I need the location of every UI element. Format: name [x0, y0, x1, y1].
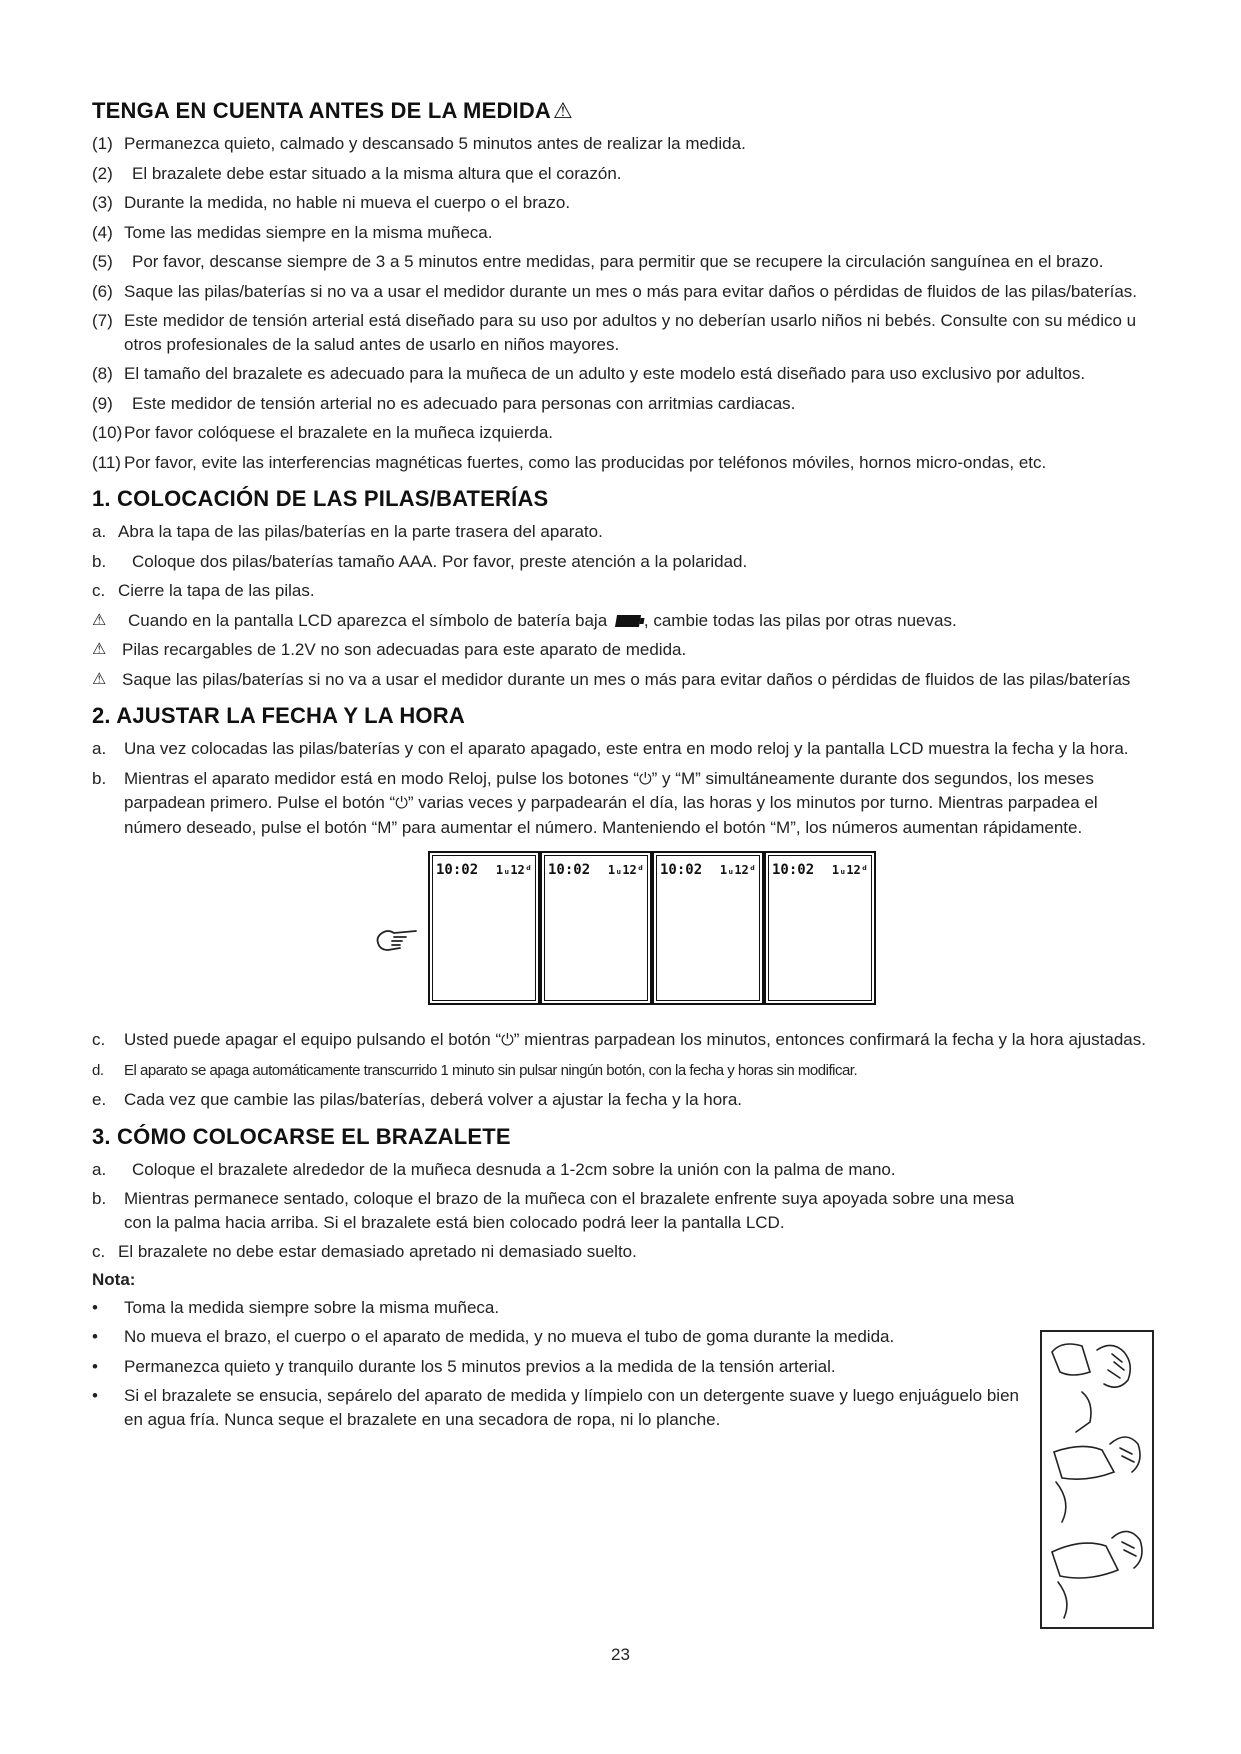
lcd-date: 1ᵤ12ᵈ [495, 863, 532, 877]
warning-icon: ⚠ [92, 670, 107, 688]
list-item: c. Cierre la tapa de las pilas. [92, 581, 315, 600]
wrist-cuff-illustration [1040, 1330, 1154, 1629]
page-content [92, 98, 1152, 1443]
lcd-screen [652, 851, 764, 1005]
section1-list [92, 520, 1152, 691]
list-item: ⚠ Pilas recargables de 1.2V no son adecuadas para este aparato de medida. [92, 638, 1152, 662]
low-battery-icon [615, 615, 641, 627]
list-item: (8) El tamaño del brazalete es adecuado para la muñeca de un adulto y este modelo está diseñado para uso exclusivo por adultos. [92, 364, 1086, 383]
list-item: • Si el brazalete se ensucia, sepárelo del aparato de medida y límpielo con un detergente suave y luego enjuáguelo bien en agua fría. Nunca seque el brazalete en una secadora de ropa, ni lo planche. [92, 1386, 1019, 1429]
section2-list [92, 737, 1152, 839]
list-item: (4) Tome las medidas siempre en la misma muñeca. [92, 222, 493, 242]
list-item: b. Coloque dos pilas/baterías tamaño AAA. Por favor, preste atención a la polaridad. [92, 551, 748, 571]
section2-list-continued [92, 1028, 1152, 1112]
lcd-date: 1ᵤ12ᵈ [607, 863, 644, 877]
list-item: (10) Por favor colóquese el brazalete en la muñeca izquierda. [92, 423, 554, 442]
list-item: • Toma la medida siempre sobre la misma muñeca. [92, 1297, 500, 1317]
pointing-hand-icon [372, 923, 418, 955]
list-item: • Permanezca quieto y tranquilo durante los 5 minutos previos a la medida de la tensión arterial. [92, 1356, 836, 1376]
lcd-time: 10:02 [436, 862, 479, 878]
lcd-screen [428, 851, 540, 1005]
lcd-date: 1ᵤ12ᵈ [831, 863, 868, 877]
lcd-time: 10:02 [772, 862, 815, 878]
list-item: c. Usted puede apagar el equipo pulsando el botón “⏻” mientras parpadean los minutos, entonces confirmará la fecha y la hora ajustadas. [92, 1030, 1146, 1049]
lcd-date: 1ᵤ12ᵈ [719, 863, 756, 877]
lcd-screen [540, 851, 652, 1005]
list-item: b. Mientras permanece sentado, coloque el brazo de la muñeca con el brazalete enfrente suya apoyada sobre una mesa con la palma hacia arriba. Si el brazalete está bien colocado podrá leer la pantalla LCD. [92, 1189, 1015, 1232]
list-item: (9) Este medidor de tensión arterial no es adecuado para personas con arritmias cardiacas. [92, 393, 796, 413]
list-item: a. Una vez colocadas las pilas/baterías y con el aparato apagado, este entra en modo reloj y la pantalla LCD muestra la fecha y la hora. [92, 739, 1129, 758]
power-icon: ⏻ [501, 1032, 514, 1049]
warning-icon: ⚠ [92, 641, 107, 658]
list-item: (1) Permanezca quieto, calmado y descansado 5 minutos antes de realizar la medida. [92, 134, 746, 153]
lcd-time: 10:02 [548, 862, 591, 878]
list-item: (11) Por favor, evite las interferencias magnéticas fuertes, como las producidas por teléfonos móviles, hornos micro-ondas, etc. [92, 452, 1047, 472]
section1-heading: 1. COLOCACIÓN DE LAS PILAS/BATERÍAS [92, 486, 549, 511]
list-item: d. El aparato se apaga automáticamente transcurrido 1 minuto sin pulsar ningún botón, con la fecha y horas sin modificar. [92, 1061, 858, 1079]
list-item: ⚠ Cuando en la pantalla LCD aparezca el símbolo de batería baja , cambie todas las pilas por otras nuevas. [92, 609, 1152, 633]
warning-icon: ⚠ [553, 98, 573, 123]
list-item: a. Coloque el brazalete alrededor de la muñeca desnuda a 1-2cm sobre la unión con la palma de mano. [92, 1159, 896, 1179]
list-item: b. Mientras el aparato medidor está en modo Reloj, pulse los botones “⏻” y “M” simultáneamente durante dos segundos, los meses parpadean primero. Pulse el botón “⏻” varias veces y parpadearán el día, las horas y los minutos por turno. Mientras parpadea el número deseado, pulse el botón “M” para aumentar el número. Manteniendo el botón “M”, los números aumentan rápidamente. [92, 768, 1098, 837]
lcd-screen [764, 851, 876, 1005]
section3-list [92, 1158, 1032, 1432]
power-icon: ⏻ [639, 770, 652, 788]
list-item: (6) Saque las pilas/baterías si no va a usar el medidor durante un mes o más para evitar daños o pérdidas de fluidos de las pilas/baterías. [92, 281, 1138, 301]
list-item: ⚠ Saque las pilas/baterías si no va a usar el medidor durante un mes o más para evitar daños o pérdidas de fluidos de las pilas/baterías [92, 668, 1152, 692]
section3-heading: 3. CÓMO COLOCARSE EL BRAZALETE [92, 1123, 511, 1149]
notice-list [92, 132, 1152, 474]
lcd-time: 10:02 [660, 862, 703, 878]
warning-icon: ⚠ [92, 611, 107, 629]
list-item: a. Abra la tapa de las pilas/baterías en la parte trasera del aparato. [92, 522, 603, 541]
list-item: c. El brazalete no debe estar demasiado apretado ni demasiado suelto. [92, 1242, 637, 1261]
power-icon: ⏻ [395, 795, 408, 812]
list-item: (3) Durante la medida, no hable ni mueva el cuerpo o el brazo. [92, 193, 571, 212]
section2-heading: 2. AJUSTAR LA FECHA Y LA HORA [92, 703, 465, 728]
note-label: Nota: [92, 1269, 136, 1289]
list-item: (2) El brazalete debe estar situado a la misma altura que el corazón. [92, 163, 622, 183]
list-item: (7) Este medidor de tensión arterial está diseñado para su uso por adultos y no deberían usarlo niños ni bebés. Consulte con su médico u otros profesionales de la salud antes de usarlo en niños mayores. [92, 311, 1137, 354]
wrist-cuff-drawing [1042, 1332, 1152, 1627]
list-item: • No mueva el brazo, el cuerpo o el aparato de medida, y no mueva el tubo de goma durante la medida. [92, 1327, 895, 1346]
notice-heading: TENGA EN CUENTA ANTES DE LA MEDIDA⚠ [92, 98, 573, 123]
lcd-illustration [92, 851, 1152, 1016]
list-item: e. Cada vez que cambie las pilas/baterías, deberá volver a ajustar la fecha y la hora. [92, 1090, 743, 1109]
list-item: (5) Por favor, descanse siempre de 3 a 5 minutos entre medidas, para permitir que se recupere la circulación sanguínea en el brazo. [92, 252, 1104, 271]
page-number: 23 [611, 1645, 630, 1664]
